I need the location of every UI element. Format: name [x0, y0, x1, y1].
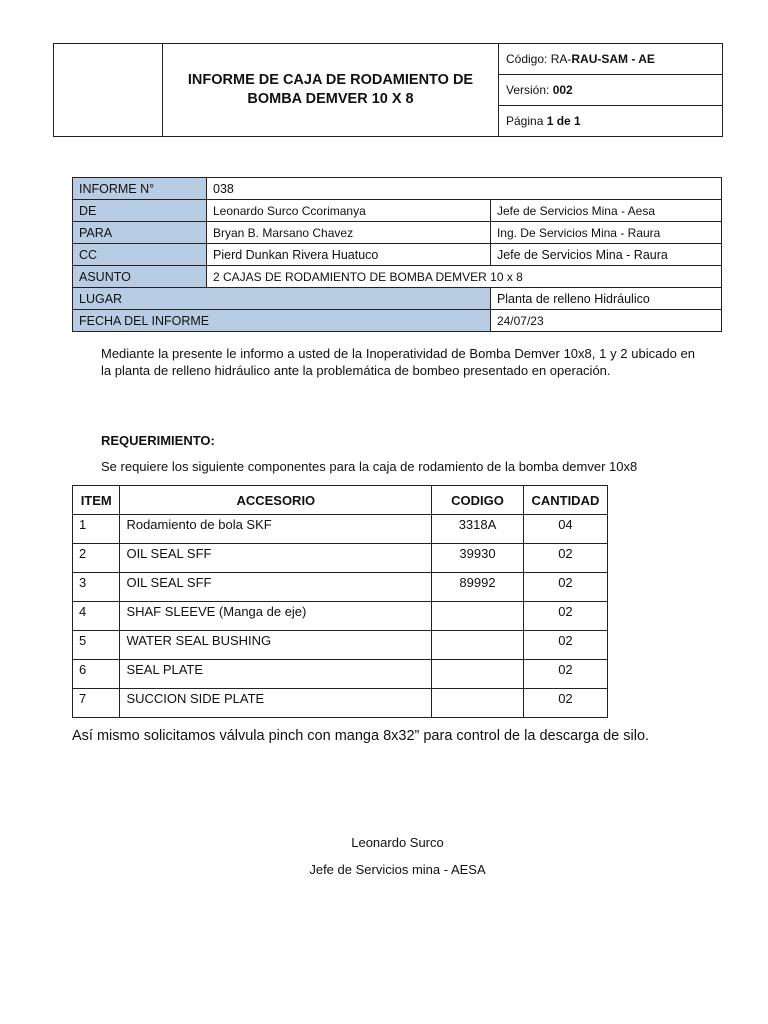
informe-value: 038 [207, 178, 722, 200]
lugar-label: LUGAR [73, 288, 491, 310]
item-cantidad: 02 [523, 544, 607, 573]
info-row-asunto [73, 266, 722, 288]
para-name: Bryan B. Marsano Chavez [207, 222, 491, 244]
table-row [73, 660, 608, 689]
col-header-cantidad: CANTIDAD [523, 486, 607, 515]
codigo-cell [499, 44, 723, 75]
table-row [73, 602, 608, 631]
item-accesorio: OIL SEAL SFF [120, 573, 432, 602]
pagina-label: Página [506, 114, 547, 128]
item-codigo [432, 660, 524, 689]
item-number: 5 [73, 631, 120, 660]
table-row [73, 515, 608, 544]
de-name: Leonardo Surco Ccorimanya [207, 200, 491, 222]
item-cantidad: 04 [523, 515, 607, 544]
item-number: 6 [73, 660, 120, 689]
intro-paragraph: Mediante la presente le informo a usted de la Inoperatividad de Bomba Demver 10x8, 1 y 2 ubicado en la planta de relleno hidráulico ante la problemática de bombeo presentado en operación. [101, 346, 695, 378]
lugar-value: Planta de relleno Hidráulico [490, 288, 721, 310]
item-accesorio: SUCCION SIDE PLATE [120, 689, 432, 718]
de-role: Jefe de Servicios Mina - Aesa [490, 200, 721, 222]
info-row-para [73, 222, 722, 244]
item-codigo: 89992 [432, 573, 524, 602]
report-info-table [72, 177, 722, 332]
table-row [73, 631, 608, 660]
items-table [72, 485, 608, 718]
item-cantidad: 02 [523, 573, 607, 602]
document-title [163, 44, 499, 137]
table-row [73, 573, 608, 602]
codigo-label: Código: RA- [506, 52, 572, 66]
col-header-codigo: CODIGO [432, 486, 524, 515]
fecha-label: FECHA DEL INFORME [73, 310, 491, 332]
col-header-item: ITEM [73, 486, 120, 515]
item-number: 2 [73, 544, 120, 573]
asunto-label: ASUNTO [73, 266, 207, 288]
item-accesorio: SHAF SLEEVE (Manga de eje) [120, 602, 432, 631]
item-accesorio: Rodamiento de bola SKF [120, 515, 432, 544]
signature-name: Leonardo Surco [351, 835, 444, 850]
additional-request: Así mismo solicitamos válvula pinch con manga 8x32” para control de la descarga de silo. [72, 728, 650, 744]
item-codigo: 39930 [432, 544, 524, 573]
item-codigo [432, 689, 524, 718]
info-row-de [73, 200, 722, 222]
info-row-lugar [73, 288, 722, 310]
pagina-value: 1 de 1 [546, 114, 581, 128]
asunto-value: 2 CAJAS DE RODAMIENTO DE BOMBA DEMVER 10 x 8 [207, 266, 722, 288]
item-number: 3 [73, 573, 120, 602]
item-cantidad: 02 [523, 660, 607, 689]
info-row-cc [73, 244, 722, 266]
item-codigo [432, 602, 524, 631]
title-line-2: BOMBA DEMVER 10 X 8 [247, 91, 414, 107]
requirement-title: REQUERIMIENTO: [101, 433, 215, 448]
item-cantidad: 02 [523, 602, 607, 631]
item-number: 7 [73, 689, 120, 718]
version-cell [499, 75, 723, 106]
item-codigo: 3318A [432, 515, 524, 544]
signature-role: Jefe de Servicios mina - AESA [309, 862, 486, 877]
items-header-row [73, 486, 608, 515]
version-label: Versión: [506, 83, 553, 97]
item-accesorio: OIL SEAL SFF [120, 544, 432, 573]
title-line-1: INFORME DE CAJA DE RODAMIENTO DE [187, 72, 474, 88]
logo-cell [54, 44, 163, 137]
document-header [53, 43, 723, 137]
table-row [73, 689, 608, 718]
requirement-text: Se requiere los siguiente componentes para la caja de rodamiento de la bomba demver 10x8 [101, 459, 638, 474]
pagina-cell [499, 106, 723, 137]
codigo-value: RAU-SAM - AE [571, 52, 655, 66]
para-label: PARA [73, 222, 207, 244]
item-accesorio: SEAL PLATE [120, 660, 432, 689]
col-header-accesorio: ACCESORIO [120, 486, 432, 515]
item-codigo [432, 631, 524, 660]
para-role: Ing. De Servicios Mina - Raura [490, 222, 721, 244]
info-row-informe [73, 178, 722, 200]
de-label: DE [73, 200, 207, 222]
info-row-fecha [73, 310, 722, 332]
fecha-value: 24/07/23 [490, 310, 721, 332]
item-number: 1 [73, 515, 120, 544]
cc-role: Jefe de Servicios Mina - Raura [490, 244, 721, 266]
item-accesorio: WATER SEAL BUSHING [120, 631, 432, 660]
version-value: 002 [552, 83, 573, 97]
item-cantidad: 02 [523, 631, 607, 660]
cc-name: Pierd Dunkan Rivera Huatuco [207, 244, 491, 266]
informe-label: INFORME N° [73, 178, 207, 200]
item-cantidad: 02 [523, 689, 607, 718]
cc-label: CC [73, 244, 207, 266]
table-row [73, 544, 608, 573]
item-number: 4 [73, 602, 120, 631]
